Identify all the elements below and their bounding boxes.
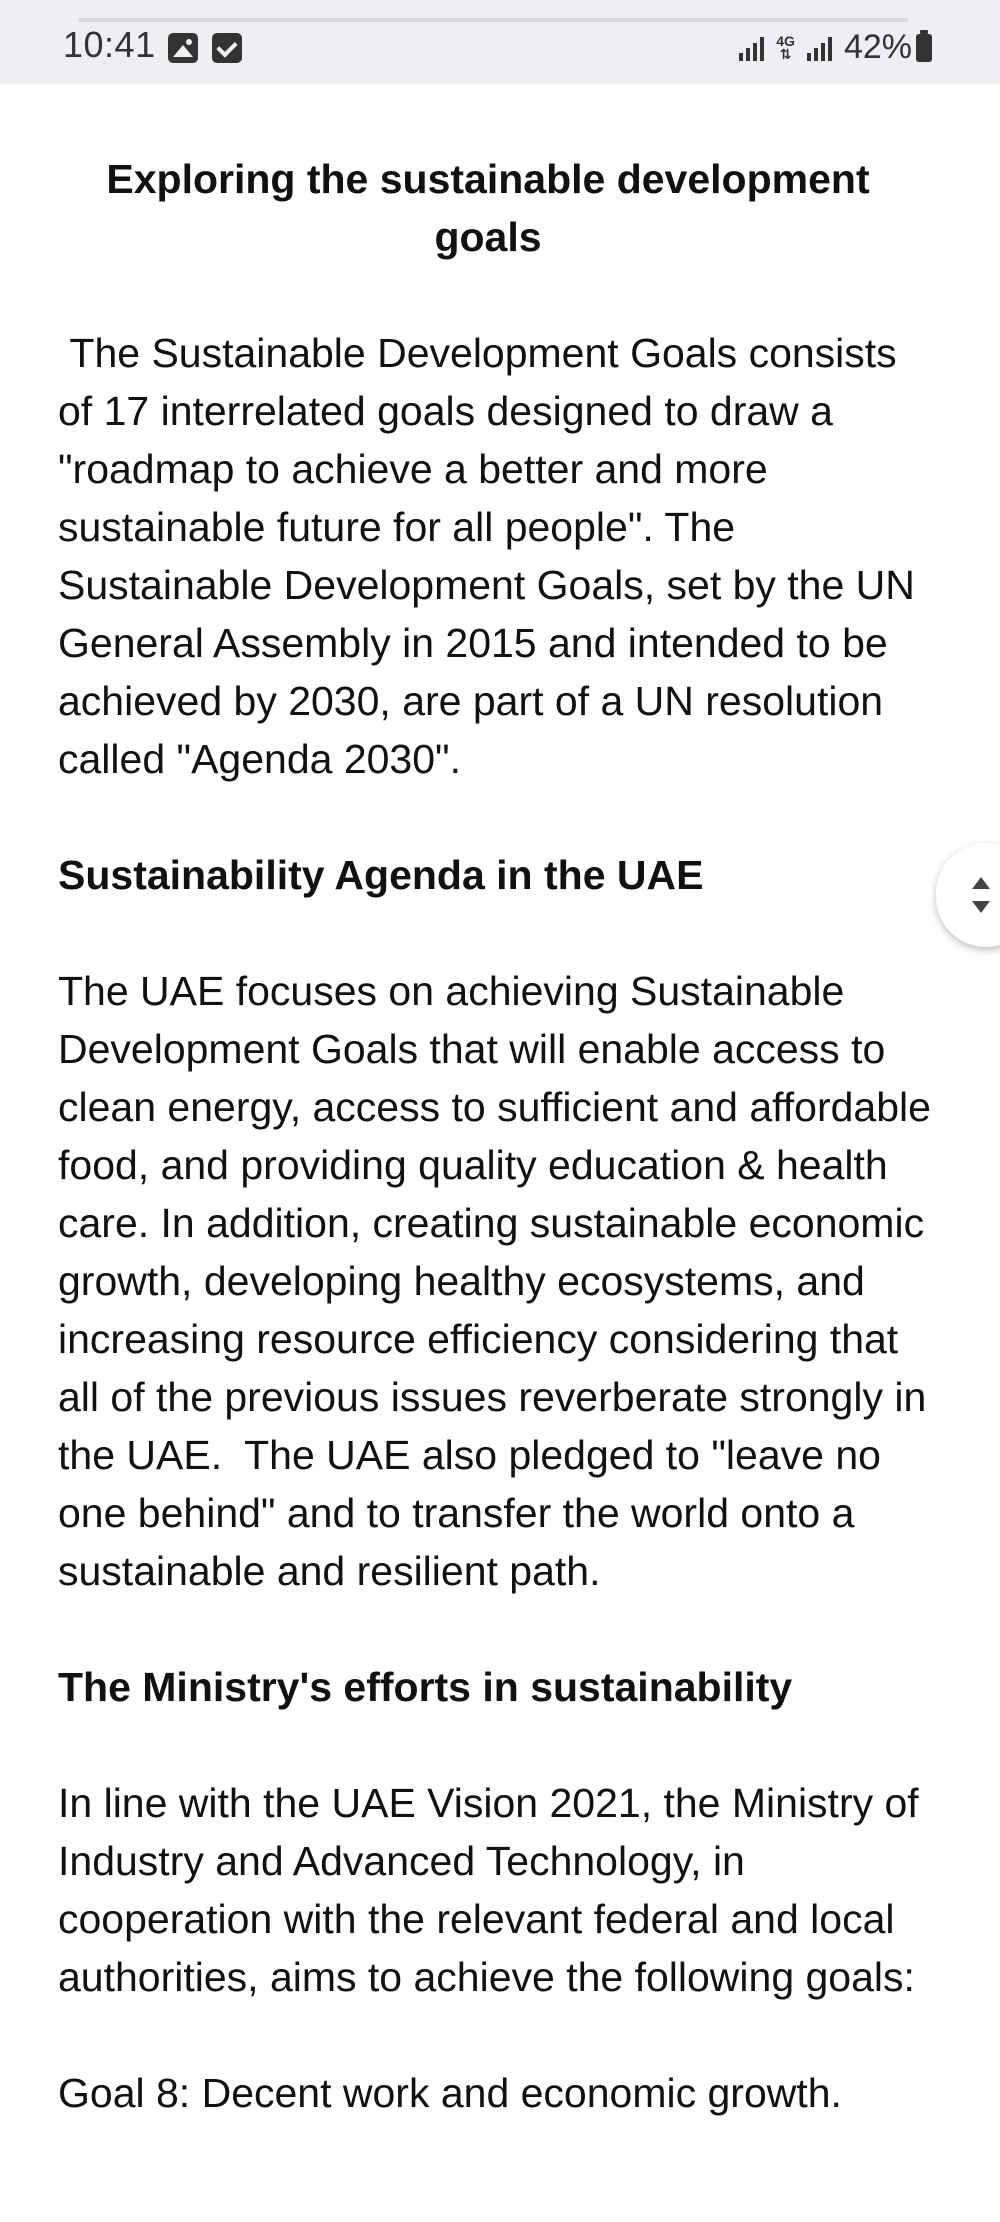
battery-icon [916,34,932,62]
signal-icon [807,35,832,61]
signal-icon [739,35,764,61]
system-icons [739,28,932,67]
fast-scroll-handle[interactable] [936,843,1000,947]
status-time: 10:41 [63,24,156,65]
status-bar [0,0,1000,84]
article-content [58,150,943,2122]
battery-percentage: 42% [843,28,912,66]
uae-agenda-paragraph: The UAE focuses on achieving Sustainable Development Goals that will enable access to clean energy, access to sufficient and affordable food, and providing quality education & health care. In addition, creating sustainable economic growth, developing healthy ecosystems, and increasing resource efficiency considering that all of the previous issues reverberate strongly in the UAE. The UAE also pledged to "leave no one behind" and to transfer the world onto a sustainable and resilient path. [58,968,943,1594]
drag-indicator [78,18,908,22]
page-title: Exploring the sustainable development goals [106,156,870,260]
notification-icons [168,33,242,63]
section-title-ministry-efforts: The Ministry's efforts in sustainability [58,1664,793,1710]
network-label: 4G [776,32,795,49]
network-4g-icon: 4G ⇅ [776,32,795,62]
section-title-uae-agenda: Sustainability Agenda in the UAE [58,852,704,898]
scroll-down-icon [972,901,990,913]
scroll-up-icon [972,877,990,889]
ministry-efforts-paragraph: In line with the UAE Vision 2021, the Ministry of Industry and Advanced Technology, in cooperation with the relevant federal and local authorities, aims to achieve the following goals: [58,1780,919,2000]
goal-8-item: Goal 8: Decent work and economic growth. [58,2070,842,2116]
image-icon [168,33,198,63]
check-icon [212,33,242,63]
intro-paragraph: The Sustainable Development Goals consists of 17 interrelated goals designed to draw a "roadmap to achieve a better and more sustainable future for all people". The Sustainable Development Goals, set by the UN General Assembly in 2015 and intended to be achieved by 2030, are part of a UN resolution called "Agenda 2030". [58,330,927,782]
